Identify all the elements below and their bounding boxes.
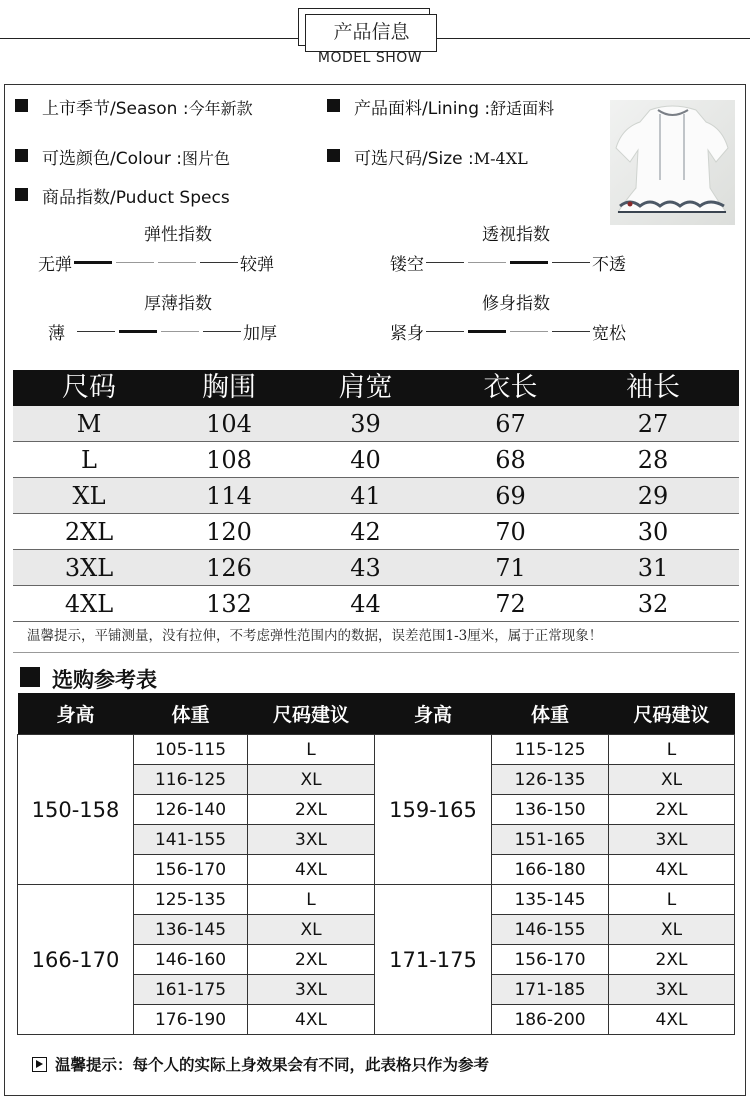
height-range-cell: 166-170 (18, 885, 134, 1035)
season-info (42, 94, 253, 119)
reference-header-cell: 身高 (18, 693, 134, 735)
reference-header-row (18, 693, 735, 735)
shoulder-cell: 44 (350, 590, 381, 618)
sleeve-cell: 28 (637, 446, 669, 474)
weight-cell: 115-125 (492, 735, 609, 765)
shoulder-cell: 39 (350, 410, 381, 438)
bullet-square-icon (15, 149, 28, 162)
weight-cell: 105-115 (134, 735, 248, 765)
page-subtitle: MODEL SHOW (317, 50, 423, 66)
bullet-square-icon (15, 188, 28, 201)
length-cell: 69 (495, 482, 526, 510)
size-suggestion-cell: XL (248, 915, 375, 945)
index-segment (468, 262, 506, 263)
height-range-cell: 150-158 (18, 735, 134, 885)
elasticity-index-title: 弹性指数 (144, 225, 212, 245)
size-suggestion-cell: 2XL (609, 795, 735, 825)
fit-right-label: 宽松 (592, 324, 626, 344)
weight-cell: 141-155 (134, 825, 248, 855)
measurement-note-text: 温馨提示，平铺测量，没有拉伸，不考虑弹性范围内的数据，误差范围1-3厘米，属于正常现象！ (27, 628, 603, 644)
bust-cell: 108 (206, 446, 252, 474)
length-cell: 68 (495, 446, 526, 474)
colour-info (42, 144, 230, 169)
size-cell: 2XL (64, 518, 114, 546)
specs-label: 商品指数/Puduct Specs (42, 188, 230, 208)
reference-tip-text: 温馨提示：每个人的实际上身效果会有不同，此表格只作为参考 (55, 1056, 490, 1074)
size-chart-header-cell: 尺码 (62, 372, 116, 403)
size-suggestion-cell: XL (609, 765, 735, 795)
header-rule-left (0, 38, 298, 39)
size-suggestion-cell: 3XL (248, 975, 375, 1005)
length-cell: 67 (495, 410, 526, 438)
size-suggestion-cell: 2XL (609, 945, 735, 975)
reference-row (18, 885, 735, 915)
size-suggestion-cell: L (248, 885, 375, 915)
weight-cell: 146-160 (134, 945, 248, 975)
thickness-right-label: 加厚 (243, 324, 277, 344)
weight-cell: 116-125 (134, 765, 248, 795)
height-range-cell: 171-175 (375, 885, 492, 1035)
weight-cell: 135-145 (492, 885, 609, 915)
size-suggestion-cell: 3XL (248, 825, 375, 855)
size-suggestion-cell: L (248, 735, 375, 765)
weight-cell: 136-145 (134, 915, 248, 945)
size-chart-row (13, 406, 739, 442)
bullet-square-icon (327, 149, 340, 162)
bust-cell: 114 (206, 482, 252, 510)
fit-index-title: 修身指数 (482, 294, 550, 314)
play-icon (32, 1057, 47, 1072)
reference-header-cell: 尺码建议 (248, 693, 375, 735)
height-range-cell: 159-165 (375, 735, 492, 885)
reference-header-cell: 身高 (375, 693, 492, 735)
elasticity-right-label: 较弹 (240, 255, 274, 275)
sleeve-cell: 31 (637, 554, 669, 582)
colour-label: 可选颜色/Colour : (42, 149, 183, 169)
size-cell: 4XL (64, 590, 114, 618)
size-chart-header (13, 370, 739, 406)
transparency-right-label: 不透 (592, 255, 626, 275)
size-cell: L (81, 446, 97, 474)
index-segment (77, 331, 115, 332)
shoulder-cell: 43 (350, 554, 381, 582)
sleeve-cell: 29 (637, 482, 669, 510)
size-suggestion-cell: 2XL (248, 945, 375, 975)
reference-header-cell: 尺码建议 (609, 693, 735, 735)
weight-cell: 156-170 (134, 855, 248, 885)
weight-cell: 171-185 (492, 975, 609, 1005)
thickness-left-label: 薄 (48, 324, 65, 344)
reference-row (18, 735, 735, 765)
reference-header-cell: 体重 (134, 693, 248, 735)
size-chart-row (13, 550, 739, 586)
sleeve-cell: 32 (637, 590, 669, 618)
length-cell: 71 (495, 554, 526, 582)
index-segment (74, 261, 112, 264)
size-suggestion-cell: 4XL (609, 1005, 735, 1035)
season-value: 今年新款 (188, 99, 253, 118)
index-segment (158, 262, 196, 263)
index-segment (116, 262, 154, 263)
page-title: 产品信息 (333, 21, 410, 43)
size-suggestion-cell: 3XL (609, 825, 735, 855)
weight-cell: 125-135 (134, 885, 248, 915)
index-segment (510, 261, 548, 264)
bust-cell: 132 (206, 590, 252, 618)
fit-left-label: 紧身 (390, 324, 424, 344)
lining-info (354, 94, 554, 119)
thickness-index-scale (48, 319, 277, 344)
size-suggestion-cell: 4XL (248, 855, 375, 885)
size-suggestion-cell: 2XL (248, 795, 375, 825)
size-suggestion-cell: 4XL (248, 1005, 375, 1035)
bust-cell: 126 (206, 554, 252, 582)
size-suggestion-cell: XL (248, 765, 375, 795)
index-segment (426, 262, 464, 263)
thickness-index-title: 厚薄指数 (144, 294, 212, 314)
index-segment (200, 262, 238, 263)
size-suggestion-cell: L (609, 885, 735, 915)
reference-table (17, 693, 735, 1035)
transparency-index-scale (390, 250, 626, 275)
weight-cell: 166-180 (492, 855, 609, 885)
elasticity-index-scale (38, 250, 274, 275)
index-segment (552, 262, 590, 263)
size-chart-row (13, 442, 739, 478)
index-segment (426, 331, 464, 332)
weight-cell: 136-150 (492, 795, 609, 825)
weight-cell: 146-155 (492, 915, 609, 945)
weight-cell: 186-200 (492, 1005, 609, 1035)
size-suggestion-cell: XL (609, 915, 735, 945)
size-suggestion-cell: 3XL (609, 975, 735, 1005)
sleeve-cell: 30 (637, 518, 669, 546)
lining-value: 舒适面料 (490, 99, 555, 118)
weight-cell: 161-175 (134, 975, 248, 1005)
sleeve-cell: 27 (637, 410, 669, 438)
size-chart-header-cell: 衣长 (483, 372, 538, 403)
index-segment (468, 330, 506, 333)
transparency-index-title: 透视指数 (482, 225, 550, 245)
index-segment (161, 331, 199, 332)
index-segment (552, 331, 590, 332)
weight-cell: 151-165 (492, 825, 609, 855)
weight-cell: 126-140 (134, 795, 248, 825)
lining-label: 产品面料/Lining : (354, 99, 491, 119)
size-chart-header-cell: 肩宽 (338, 372, 393, 403)
shoulder-cell: 40 (350, 446, 381, 474)
reference-title: 选购参考表 (52, 668, 157, 692)
size-chart-row (13, 478, 739, 514)
size-info (354, 144, 528, 169)
reference-tip (32, 1053, 489, 1075)
weight-cell: 156-170 (492, 945, 609, 975)
size-cell: M (76, 410, 102, 438)
index-segment (510, 331, 548, 332)
size-suggestion-cell: 4XL (609, 855, 735, 885)
size-chart-row (13, 514, 739, 550)
length-cell: 72 (495, 590, 526, 618)
shoulder-cell: 42 (350, 518, 381, 546)
size-chart-header-cell: 袖长 (626, 372, 680, 403)
index-segment (119, 330, 157, 333)
index-segment (203, 331, 241, 332)
bullet-square-icon (15, 99, 28, 112)
size-suggestion-cell: L (609, 735, 735, 765)
section-square-icon (20, 667, 40, 687)
bullet-square-icon (327, 99, 340, 112)
size-chart-header-cell: 胸围 (202, 372, 256, 403)
header-rule-right (436, 38, 750, 39)
size-value: M-4XL (473, 149, 528, 168)
weight-cell: 126-135 (492, 765, 609, 795)
fit-index-scale (390, 319, 626, 344)
colour-value: 图片色 (182, 149, 231, 168)
elasticity-left-label: 无弹 (38, 255, 72, 275)
size-cell: XL (72, 482, 106, 510)
length-cell: 70 (495, 518, 526, 546)
size-cell: 3XL (64, 554, 114, 582)
season-label: 上市季节/Season : (42, 99, 189, 119)
size-label: 可选尺码/Size : (354, 149, 474, 169)
bust-cell: 120 (206, 518, 252, 546)
transparency-left-label: 镂空 (390, 255, 424, 275)
weight-cell: 176-190 (134, 1005, 248, 1035)
product-photo (610, 100, 735, 225)
size-chart-row (13, 586, 739, 622)
bust-cell: 104 (206, 410, 252, 438)
measurement-note (13, 620, 739, 653)
reference-header-cell: 体重 (492, 693, 609, 735)
shoulder-cell: 41 (350, 482, 381, 510)
